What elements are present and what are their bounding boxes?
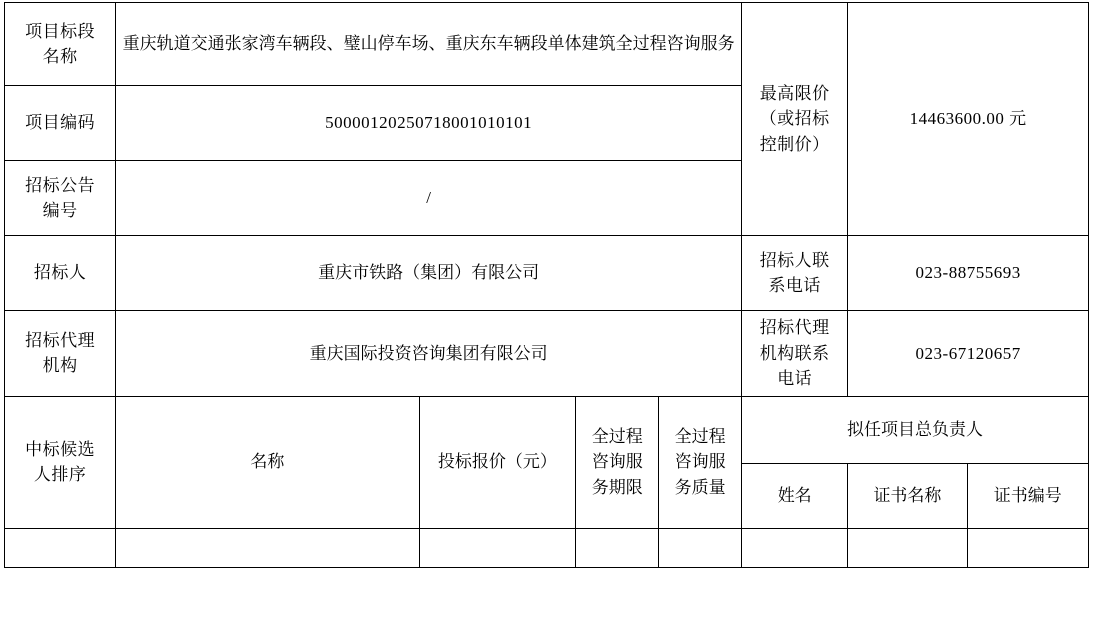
agency-label-line1: 招标代理 (25, 330, 96, 350)
cell-candidate-service-quality-value (659, 528, 742, 567)
service-quality-label-line2: 咨询服 (674, 452, 726, 472)
agency-phone-label-line2: 机构联系 (759, 343, 830, 363)
table-row-candidates-header-top (5, 396, 1089, 463)
cell-header-cert-code: 证书编号 (967, 463, 1088, 528)
table-row-project-section-name (5, 3, 1089, 86)
cell-value-agency: 重庆国际投资咨询集团有限公司 (116, 311, 742, 397)
cell-label-project-section-name (5, 3, 116, 86)
cell-header-service-quality (659, 396, 742, 528)
service-period-label-line1: 全过程 (591, 426, 643, 446)
table-row-candidate-data (5, 528, 1089, 567)
cell-header-leader-name: 姓名 (742, 463, 848, 528)
service-period-label-line3: 务期限 (591, 477, 643, 497)
cell-label-max-price (742, 3, 848, 236)
tenderee-phone-label-line1: 招标人联 (759, 250, 830, 270)
cell-header-project-leader-group: 拟任项目总负责人 (742, 396, 1089, 463)
tenderee-phone-label-line2: 系电话 (768, 276, 821, 295)
cell-value-project-code: 50000120250718001010101 (116, 86, 742, 161)
cell-header-bid-price: 投标报价（元） (419, 396, 576, 528)
cell-label-tenderee-phone (742, 236, 848, 311)
cell-candidate-name-value (116, 528, 419, 567)
candidate-rank-label-line2: 人排序 (33, 465, 87, 484)
cell-candidate-rank-value (5, 528, 116, 567)
max-price-label-line1: 最高限价 (759, 83, 830, 103)
candidate-rank-label-line1: 中标候选 (25, 439, 96, 459)
project-section-name-label-line2: 名称 (42, 47, 78, 66)
cell-candidate-cert-code-value (967, 528, 1088, 567)
project-section-name-label-line1: 项目标段 (25, 21, 96, 41)
service-quality-label-line3: 务质量 (674, 477, 726, 497)
service-period-label-line2: 咨询服 (591, 452, 643, 472)
cell-label-agency (5, 311, 116, 397)
table-row-agency (5, 311, 1089, 397)
service-quality-label-line1: 全过程 (674, 426, 726, 446)
agency-phone-label-line1: 招标代理 (759, 318, 830, 337)
cell-value-announcement-code: / (116, 161, 742, 236)
announcement-code-label-line2: 编号 (42, 201, 78, 220)
announcement-code-label-line1: 招标公告 (25, 175, 96, 195)
cell-value-agency-phone: 023-67120657 (848, 311, 1089, 397)
cell-header-candidate-name: 名称 (116, 396, 419, 528)
cell-label-tenderee: 招标人 (5, 236, 116, 311)
agency-label-line2: 机构 (42, 356, 78, 376)
cell-value-tenderee: 重庆市铁路（集团）有限公司 (116, 236, 742, 311)
bid-announcement-table (4, 2, 1089, 568)
cell-label-announcement-code (5, 161, 116, 236)
agency-phone-label-line3: 电话 (777, 369, 813, 388)
cell-candidate-bid-price-value (419, 528, 576, 567)
cell-header-service-period (576, 396, 659, 528)
cell-candidate-service-period-value (576, 528, 659, 567)
table-row-tenderee (5, 236, 1089, 311)
cell-value-max-price: 14463600.00 元 (848, 3, 1089, 236)
max-price-label-line3: 控制价） (759, 134, 830, 154)
cell-candidate-leader-name-value (742, 528, 848, 567)
cell-label-project-code: 项目编码 (5, 86, 116, 161)
cell-candidate-cert-name-value (848, 528, 967, 567)
cell-label-agency-phone (742, 311, 848, 397)
cell-value-project-section-name: 重庆轨道交通张家湾车辆段、璧山停车场、重庆东车辆段单体建筑全过程咨询服务 (116, 3, 742, 86)
cell-header-cert-name: 证书名称 (848, 463, 967, 528)
max-price-label-line2: （或招标 (759, 109, 830, 129)
cell-header-candidate-rank (5, 396, 116, 528)
cell-value-tenderee-phone: 023-88755693 (848, 236, 1089, 311)
